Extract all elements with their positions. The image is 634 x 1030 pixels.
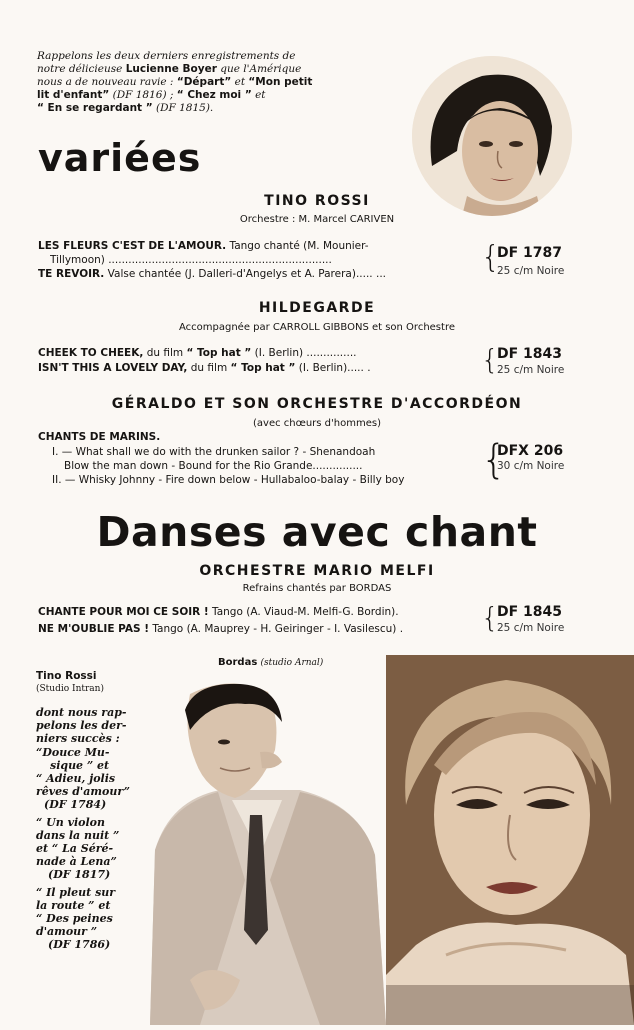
section-heading-varietes: variées — [38, 136, 202, 180]
track-credits: Tango (A. Mauprey - H. Geiringer - I. Vasilescu) . — [152, 623, 404, 635]
track-line: Tillymoon) ................................................................... — [50, 254, 332, 266]
track-title: TE REVOIR. — [38, 268, 105, 280]
brace: { — [481, 343, 499, 376]
track-line: Blow the man down - Bound for the Rio Grande............... — [64, 460, 363, 472]
medley-heading: CHANTS DE MARINS. — [38, 431, 161, 443]
artist-subtitle: Refrains chantés par BORDAS — [242, 583, 392, 594]
side-line: (DF 1786) — [48, 938, 111, 952]
song-title: lit d'enfant” — [37, 89, 110, 101]
catalog-format: 25 c/m Noire — [497, 364, 565, 376]
side-studio: (Studio Intran) — [36, 684, 104, 694]
intro-text: et — [234, 76, 246, 88]
intro-text: notre délicieuse — [37, 63, 123, 75]
side-line: rêves d'amour” — [36, 785, 130, 799]
catalog-format: 25 c/m Noire — [497, 265, 565, 277]
catalog-number: DFX 206 — [497, 443, 564, 459]
track-line — [38, 606, 399, 618]
photo-bordas — [386, 655, 634, 1025]
side-line: pelons les der- — [36, 719, 127, 733]
song-title: “ Chez moi ” — [176, 89, 252, 101]
section-heading-danses: Danses avec chant — [96, 508, 538, 556]
side-line: dont nous rap- — [36, 706, 127, 719]
artist-heading: GÉRALDO ET SON ORCHESTRE D'ACCORDÉON — [111, 396, 523, 412]
track-credits: du film — [146, 347, 184, 359]
side-line: “ Des peines — [36, 912, 113, 926]
track-credits: (I. Berlin) ............... — [254, 347, 357, 359]
catalog-number: DF 1787 — [497, 245, 563, 261]
track-line — [38, 347, 357, 359]
catalog-format: 30 c/m Noire — [497, 460, 565, 472]
portrait-lucienne-boyer — [412, 56, 572, 216]
film-title: “ Top hat ” — [230, 362, 296, 374]
track-line — [38, 240, 369, 252]
track-line — [38, 268, 386, 280]
artist-subtitle: Orchestre : M. Marcel CARIVEN — [239, 214, 395, 225]
side-line: “Douce Mu- — [36, 745, 110, 759]
intro-text: nous a de nouveau ravie : — [37, 76, 174, 88]
artist-subtitle: (avec chœurs d'hommes) — [253, 418, 381, 429]
track-title: NE M'OUBLIE PAS ! — [38, 623, 150, 635]
side-line: (DF 1817) — [48, 868, 111, 882]
artist-heading: ORCHESTRE MARIO MELFI — [199, 563, 435, 579]
side-line: la route ” et — [36, 898, 111, 912]
side-line: “ Il pleut sur — [36, 885, 116, 899]
side-caption — [36, 670, 146, 952]
track-line: I. — What shall we do with the drunken sailor ? - Shenandoah — [52, 446, 376, 458]
song-title: “Mon petit — [248, 76, 313, 88]
catalog-format: 25 c/m Noire — [497, 622, 565, 634]
track-title: CHANTE POUR MOI CE SOIR ! — [38, 606, 209, 618]
intro-text: que l'Amérique — [220, 63, 302, 75]
film-title: “ Top hat ” — [186, 347, 252, 359]
track-credits: du film — [190, 362, 228, 374]
artist-heading: HILDEGARDE — [258, 300, 376, 316]
track-credits: Valse chantée (J. Dalleri-d'Angelys et A. Parera)..... ... — [107, 268, 386, 280]
intro-text: et — [255, 89, 266, 101]
side-line: sique ” et — [50, 758, 110, 772]
track-line: II. — Whisky Johnny - Fire down below - Hullabaloo-balay - Billy boy — [52, 474, 405, 486]
side-line: dans la nuit ” — [36, 828, 120, 842]
artist-name: Lucienne Boyer — [125, 63, 217, 75]
side-line: “ Adieu, jolis — [36, 772, 116, 786]
artist-heading: TINO ROSSI — [264, 193, 370, 209]
caption-studio: (studio Arnal) — [260, 658, 324, 668]
brace: { — [481, 601, 499, 634]
catalog-ref: (DF 1815). — [155, 102, 214, 114]
side-line: et “ La Séré- — [36, 842, 114, 856]
side-line: nade à Lena” — [36, 855, 117, 869]
side-line: (DF 1784) — [44, 798, 107, 812]
side-name: Tino Rossi — [36, 670, 97, 682]
track-title: ISN'T THIS A LOVELY DAY, — [38, 362, 188, 374]
track-credits: Tango (A. Viaud-M. Melfi-G. Bordin). — [212, 606, 399, 618]
track-title: CHEEK TO CHEEK, — [38, 347, 144, 359]
brace: { — [481, 240, 501, 275]
track-credits: Tango chanté (M. Mounier- — [229, 240, 369, 252]
track-line — [38, 362, 371, 374]
intro-paragraph — [37, 50, 375, 115]
photo-tino-rossi — [150, 680, 386, 1025]
catalog-number: DF 1843 — [497, 346, 563, 362]
side-line: d'amour ” — [36, 925, 98, 939]
song-title: “ En se regardant ” — [37, 102, 153, 114]
track-title: LES FLEURS C'EST DE L'AMOUR. — [38, 240, 227, 252]
catalog-ref: (DF 1816) ; — [112, 89, 174, 101]
song-title: “Départ” — [176, 76, 232, 88]
photo-caption — [218, 657, 323, 668]
brace: { — [481, 437, 507, 483]
side-line: niers succès : — [36, 732, 120, 746]
catalog-number: DF 1845 — [497, 604, 563, 620]
artist-subtitle: Accompagnée par CARROLL GIBBONS et son Orchestre — [179, 322, 455, 333]
side-line: “ Un violon — [36, 815, 105, 829]
caption-name: Bordas — [218, 657, 258, 668]
track-credits: (I. Berlin)..... . — [298, 362, 371, 374]
intro-line: Rappelons les deux derniers enregistrements de — [37, 50, 296, 62]
track-line — [38, 623, 403, 635]
